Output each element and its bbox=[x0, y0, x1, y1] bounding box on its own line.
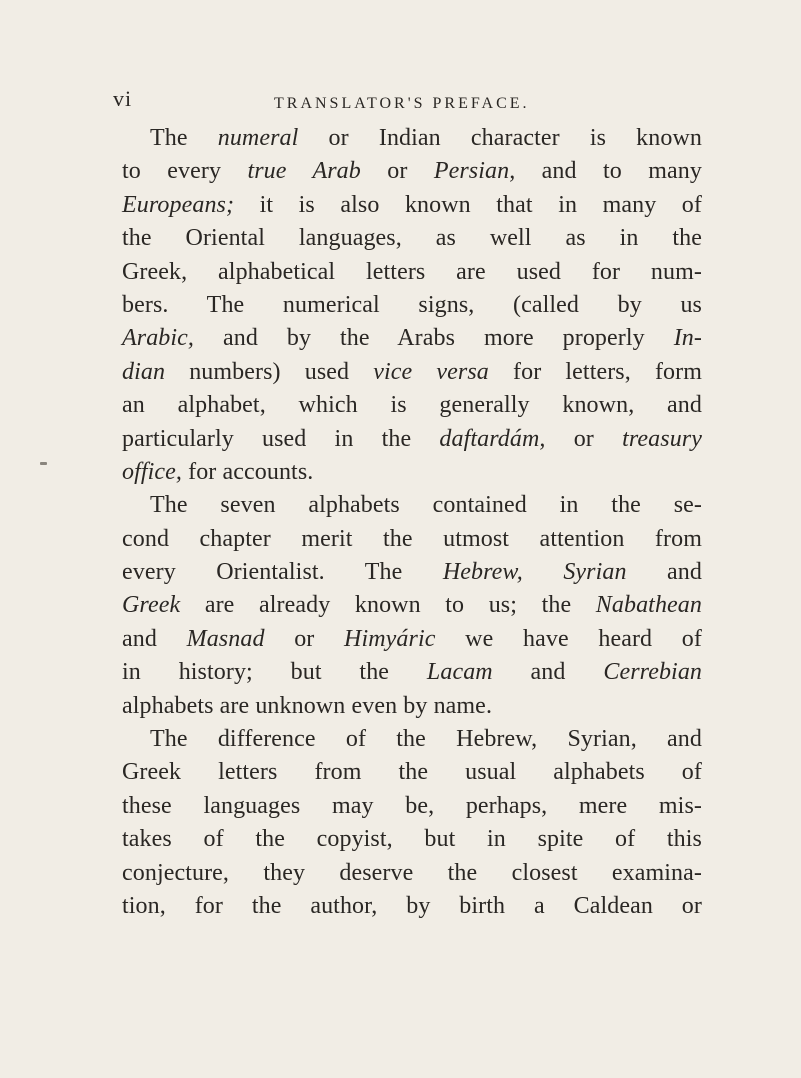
italic-text: dian bbox=[122, 358, 166, 385]
body-text bbox=[122, 122, 702, 923]
text-line bbox=[122, 389, 702, 422]
page-number: vi bbox=[113, 86, 133, 111]
text-run: for accounts. bbox=[182, 458, 314, 485]
italic-text: treasury bbox=[622, 425, 702, 452]
text-run: takes of the copyist, but in spite of this bbox=[122, 826, 702, 853]
text-line bbox=[122, 289, 702, 322]
text-run: and bbox=[122, 625, 187, 652]
italic-text: Arabic, bbox=[122, 325, 195, 352]
text-line bbox=[122, 322, 702, 355]
italic-text: Lacam bbox=[426, 659, 493, 686]
text-line bbox=[122, 690, 702, 723]
text-line bbox=[122, 523, 702, 556]
text-run: these languages may be, perhaps, mere mis- bbox=[122, 792, 702, 819]
text-line bbox=[122, 589, 702, 622]
text-line bbox=[122, 723, 702, 756]
text-run: Greek letters from the usual alphabets of bbox=[122, 759, 702, 786]
italic-text: Greek bbox=[122, 592, 181, 619]
italic-text: daftardám, bbox=[439, 425, 546, 452]
italic-text: true Arab bbox=[247, 158, 361, 185]
text-line bbox=[122, 790, 702, 823]
italic-text: office, bbox=[122, 458, 183, 485]
italic-text: In- bbox=[673, 325, 702, 352]
text-run: conjecture, they deserve the closest examina- bbox=[122, 859, 702, 886]
text-line bbox=[122, 155, 702, 188]
italic-text: Hebrew, bbox=[442, 559, 523, 586]
text-run: to every bbox=[122, 158, 248, 185]
text-line bbox=[122, 222, 702, 255]
text-line bbox=[122, 256, 702, 289]
text-run: bers. The numerical signs, (called by us bbox=[122, 291, 702, 318]
text-line bbox=[122, 756, 702, 789]
italic-text: Nabathean bbox=[595, 592, 702, 619]
italic-text: Masnad bbox=[186, 625, 265, 652]
text-run: cond chapter merit the utmost attention from bbox=[122, 525, 702, 552]
text-run: it is also known that in many of bbox=[234, 191, 702, 218]
text-run: every Orientalist. The bbox=[122, 559, 443, 586]
text-line bbox=[122, 456, 702, 489]
text-run: Greek, alphabetical letters are used for num- bbox=[122, 258, 702, 285]
italic-text: Cerrebian bbox=[603, 659, 703, 686]
text-run: and bbox=[626, 559, 702, 586]
running-title: translator's preface. bbox=[274, 88, 530, 113]
text-run: alphabets are unknown even by name. bbox=[122, 692, 493, 719]
text-line bbox=[122, 857, 702, 890]
text-run: tion, for the author, by birth a Caldean or bbox=[122, 892, 702, 919]
italic-text: Europeans; bbox=[122, 191, 235, 218]
text-run: The difference of the Hebrew, Syrian, and bbox=[150, 726, 702, 753]
text-run: The bbox=[150, 125, 218, 151]
text-line bbox=[122, 423, 702, 456]
text-run: or Indian character is known bbox=[298, 125, 702, 151]
text-line bbox=[122, 623, 702, 656]
text-line bbox=[122, 122, 702, 155]
text-line bbox=[122, 189, 702, 222]
italic-text: vice versa bbox=[373, 358, 489, 385]
text-line bbox=[122, 823, 702, 856]
text-line bbox=[122, 556, 702, 589]
text-line bbox=[122, 890, 702, 923]
text-run: we have heard of bbox=[435, 625, 702, 652]
text-run bbox=[523, 559, 563, 585]
text-run: and to many bbox=[515, 158, 702, 185]
text-line bbox=[122, 356, 702, 389]
text-run: or bbox=[264, 625, 345, 652]
italic-text: numeral bbox=[217, 125, 299, 151]
text-line bbox=[122, 489, 702, 522]
italic-text: Syrian bbox=[563, 559, 627, 586]
text-run: and bbox=[492, 659, 604, 686]
text-run: for letters, form bbox=[488, 358, 703, 385]
text-run: and by the Arabs more properly bbox=[194, 325, 674, 352]
text-run: numbers) used bbox=[165, 358, 374, 385]
text-run: in history; but the bbox=[122, 659, 427, 686]
text-run: an alphabet, which is generally known, and bbox=[122, 392, 702, 419]
italic-text: Persian, bbox=[433, 158, 516, 185]
text-run: the Oriental languages, as well as in the bbox=[122, 225, 702, 252]
text-run: are already known to us; the bbox=[180, 592, 596, 619]
running-head bbox=[113, 86, 673, 116]
text-run: The seven alphabets contained in the se- bbox=[150, 492, 702, 519]
text-line bbox=[122, 656, 702, 689]
text-run: or bbox=[545, 425, 623, 452]
italic-text: Himyáric bbox=[344, 625, 436, 652]
text-run: particularly used in the bbox=[122, 425, 440, 452]
text-run: or bbox=[360, 158, 434, 185]
margin-mark bbox=[40, 462, 47, 465]
